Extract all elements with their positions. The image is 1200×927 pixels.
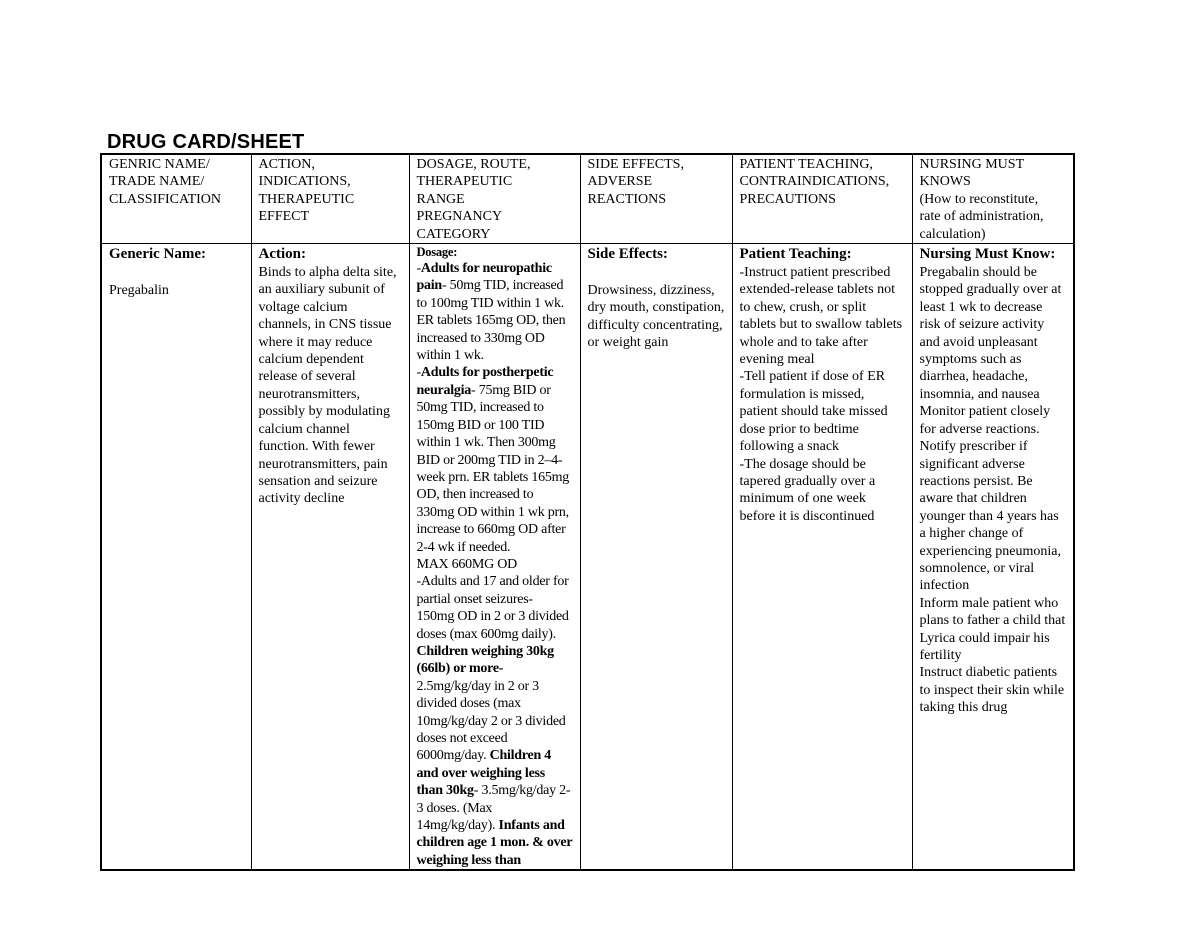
nursing-item: Inform male patient who plans to father a child that Lyrica could impair his fertility bbox=[919, 595, 1066, 663]
page-title: DRUG CARD/SHEET bbox=[107, 131, 305, 153]
nursing-item: Instruct diabetic patients to inspect their skin while taking this drug bbox=[919, 665, 1065, 716]
teaching-item: -Instruct patient prescribed extended-release tablets not to chew, crush, or split tablets but to swallow tablets whole and to take after evening meal bbox=[739, 265, 903, 368]
nursing-label: Nursing Must Know: bbox=[919, 246, 1056, 263]
patient-teaching-label: Patient Teaching: bbox=[739, 246, 852, 263]
dosage-cell bbox=[409, 244, 580, 871]
side-effects-cell bbox=[580, 244, 732, 871]
dosage-neuropathic: -Adults for neuropathic pain- 50mg TID, increased to 100mg TID within 1 wk. ER tablets 165mg OD, then increased to 330mg OD within 1 wk. bbox=[416, 261, 566, 364]
action-cell bbox=[251, 244, 409, 871]
generic-name-label: Generic Name: bbox=[109, 246, 207, 263]
action-label: Action: bbox=[258, 246, 306, 263]
nursing-cell bbox=[912, 244, 1074, 871]
dosage-label: Dosage: bbox=[416, 245, 458, 260]
header-nursing: NURSING MUST KNOWS (How to reconstitute, rate of administration, calculation) bbox=[912, 154, 1074, 244]
teaching-item: -Tell patient if dose of ER formulation is missed, patient should take missed dose prior to bedtime following a snack bbox=[739, 369, 888, 455]
dosage-partial-onset: -Adults and 17 and older for partial onset seizures- 150mg OD in 2 or 3 divided doses (max 600mg daily). Children weighing 30kg (66lb) or more- 2.5mg/kg/day in 2 or 3 divided doses (max 10mg/kg/day 2 or 3 divided doses not exceed 6000mg/day. Children 4 and over weighing less than 30kg- 3.5mg/kg/day 2-3 doses. (Max 14mg/kg/day). Infants and children age 1 mon. & over weighing less than bbox=[416, 574, 573, 868]
header-action: ACTION, INDICATIONS, THERAPEUTIC EFFECT bbox=[251, 154, 409, 244]
generic-cell bbox=[101, 244, 251, 871]
header-row bbox=[101, 154, 1074, 244]
drug-card-table bbox=[100, 153, 1075, 871]
generic-name-value: Pregabalin bbox=[109, 283, 169, 299]
side-effects-label: Side Effects: bbox=[587, 246, 668, 263]
action-text: Binds to alpha delta site, an auxiliary subunit of voltage calcium channels, in CNS tissue where it may reduce calcium dependent release of several neurotransmitters, possibly by modulating calcium channel function. With fewer neurotransmitters, pain sensation and seizure activity decline bbox=[258, 265, 397, 507]
header-patient-teaching: PATIENT TEACHING, CONTRAINDICATIONS, PRECAUTIONS bbox=[732, 154, 912, 244]
header-side-effects: SIDE EFFECTS, ADVERSE REACTIONS bbox=[580, 154, 732, 244]
dosage-postherpetic: -Adults for postherpetic neuralgia- 75mg BID or 50mg TID, increased to 150mg BID or 100 TID within 1 wk. Then 300mg BID or 200mg TID in 2–4-week prn. ER tablets 165mg OD, then increased to 330mg OD within 1 wk prn, increase to 660mg OD after 2-4 wk if needed. bbox=[416, 365, 570, 555]
side-effects-text: Drowsiness, dizziness, dry mouth, constipation, difficulty concentrating, or weight gain bbox=[587, 283, 725, 351]
patient-teaching-cell bbox=[732, 244, 912, 871]
nursing-item: Pregabalin should be stopped gradually over at least 1 wk to decrease risk of seizure activity and avoid unpleasant symptoms such as diarrhea, headache, insomnia, and nausea bbox=[919, 265, 1062, 402]
dosage-max: MAX 660MG OD bbox=[416, 556, 517, 572]
header-dosage: DOSAGE, ROUTE, THERAPEUTIC RANGE PREGNANCY CATEGORY bbox=[409, 154, 580, 244]
header-generic: GENRIC NAME/ TRADE NAME/ CLASSIFICATION bbox=[101, 154, 251, 244]
teaching-item: -The dosage should be tapered gradually over a minimum of one week before it is discontinued bbox=[739, 456, 876, 524]
nursing-item: Monitor patient closely for adverse reactions. Notify prescriber if significant adverse reactions persist. Be aware that children younger than 4 years has a higher change of experiencing pneumonia, somnolence, or viral infection bbox=[919, 404, 1062, 594]
content-row bbox=[101, 244, 1074, 871]
